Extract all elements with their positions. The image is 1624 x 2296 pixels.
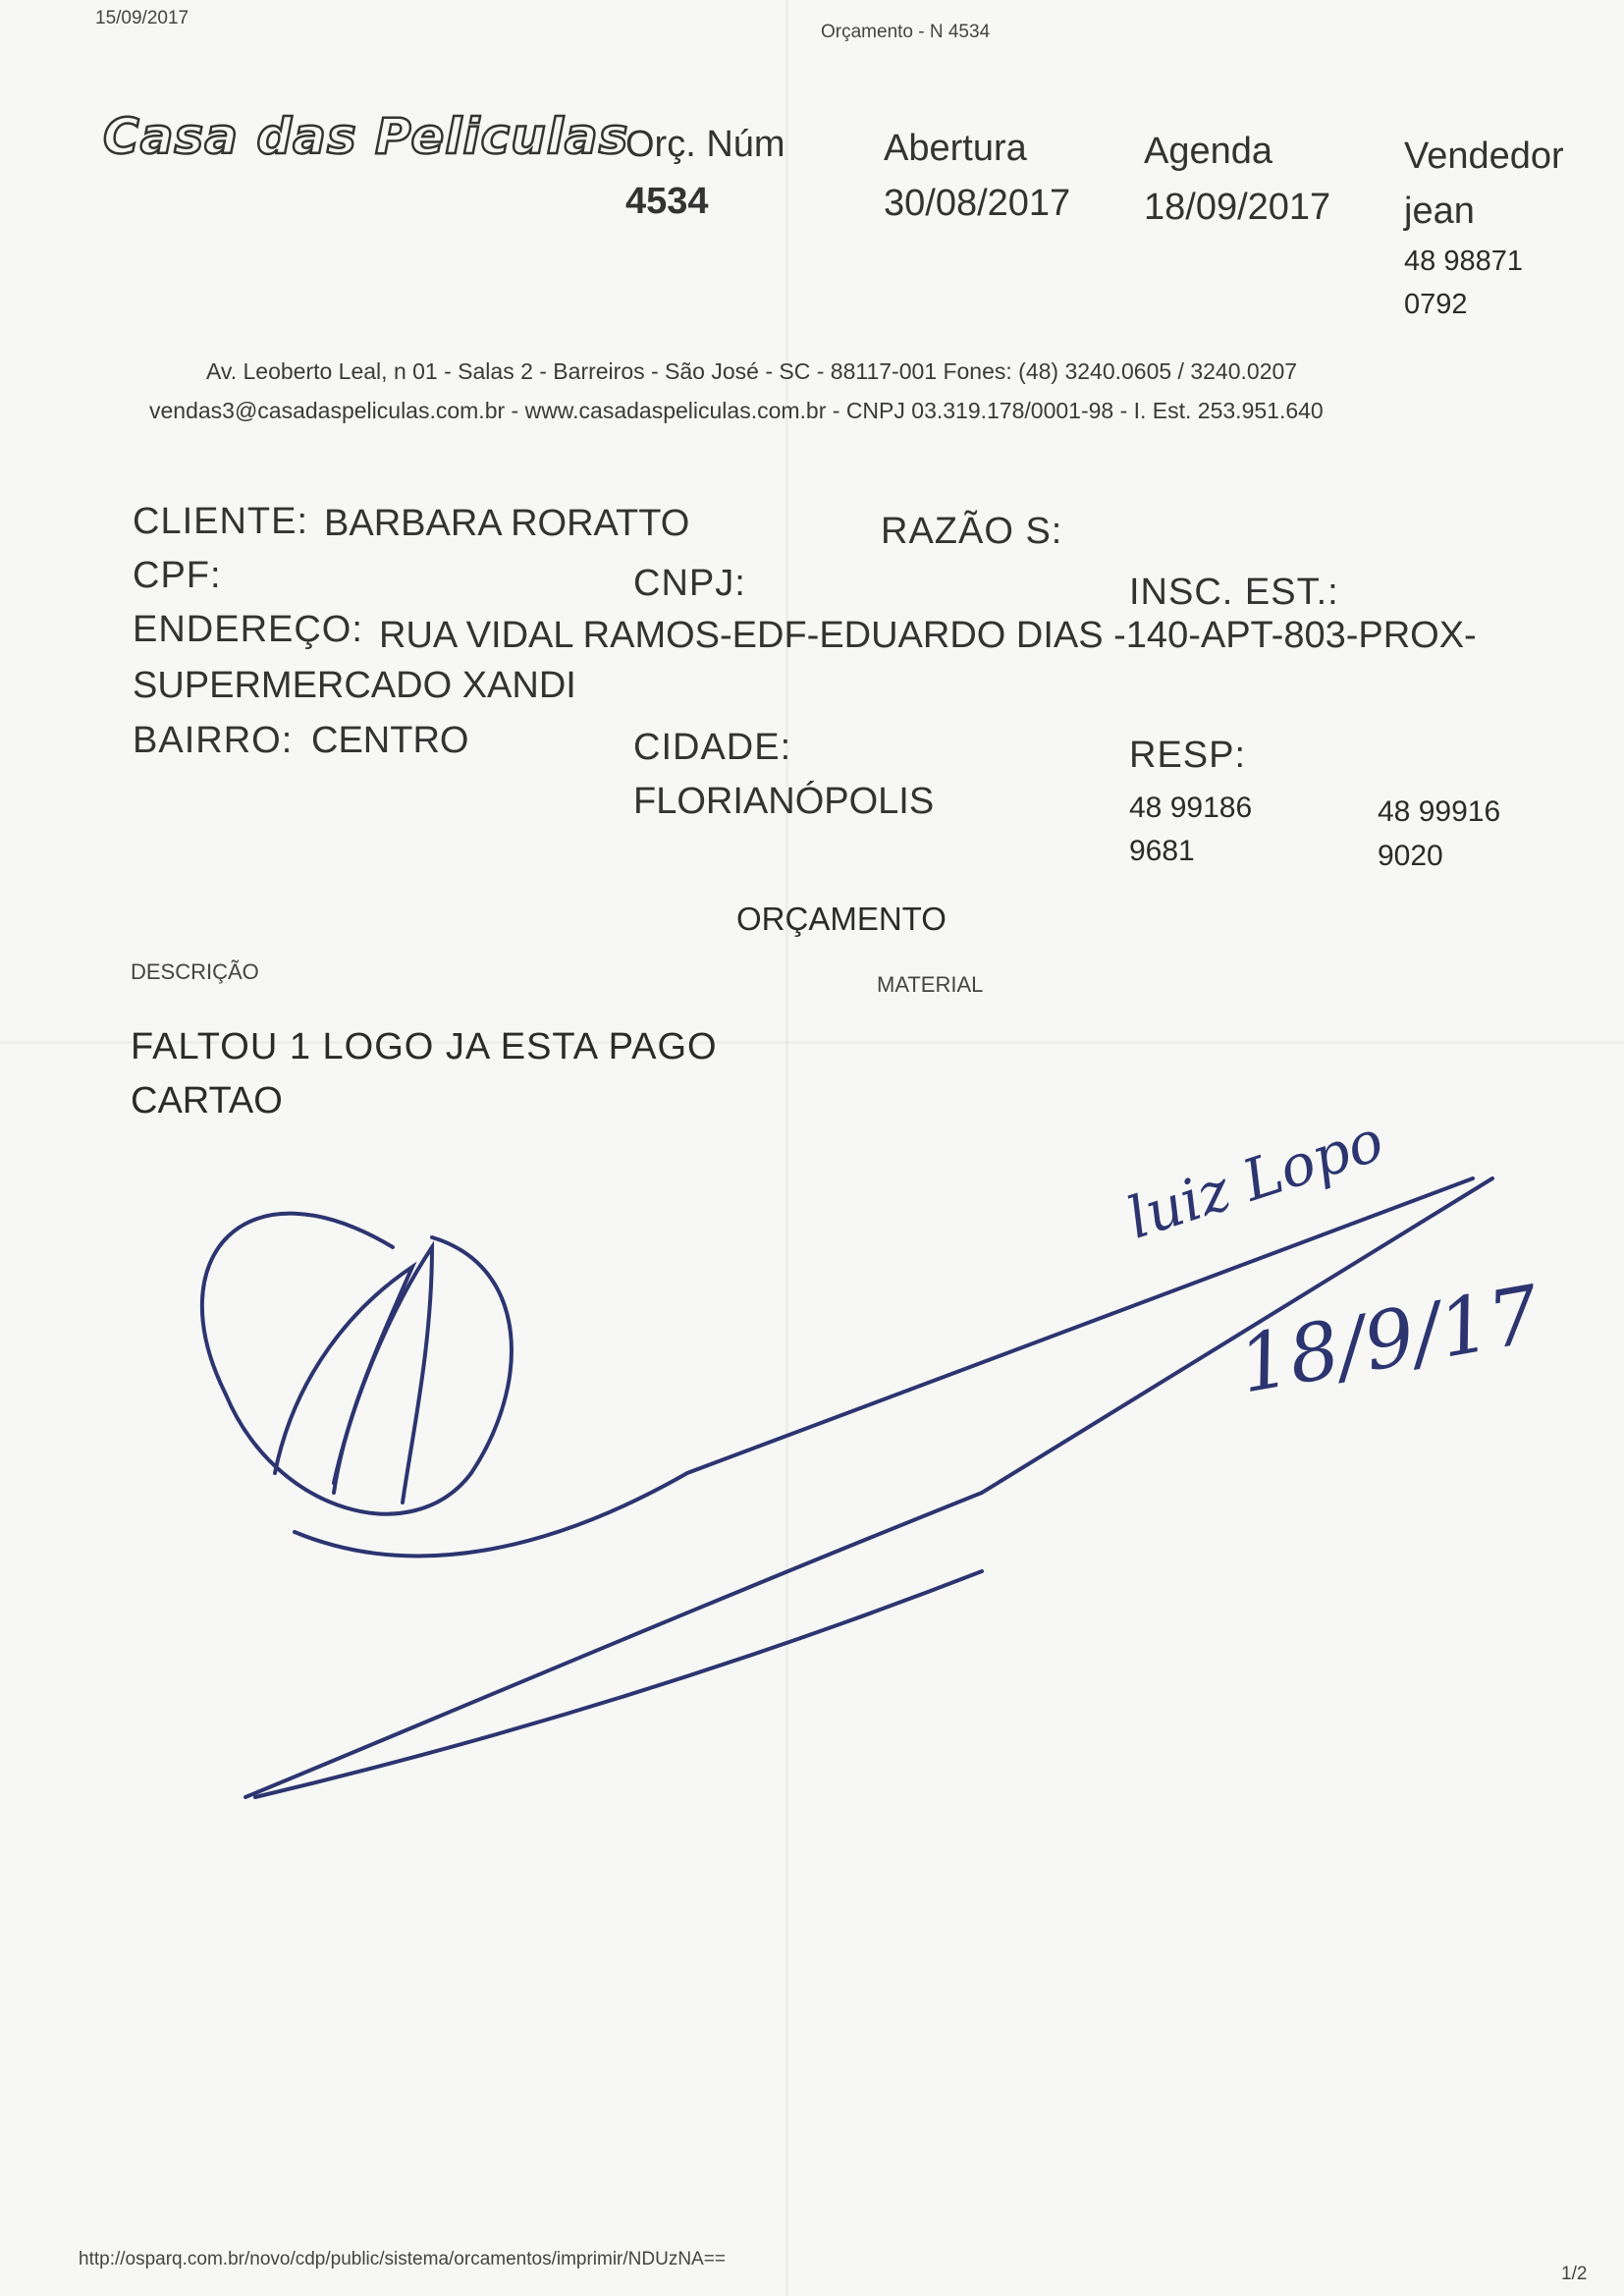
agenda-value: 18/09/2017 [1144,187,1331,228]
bairro-label: BAIRRO: [133,720,294,761]
vendedor-phone-line-1: 48 98871 [1404,246,1523,277]
description-line-2: CARTAO [131,1080,283,1121]
endereco-value-line-2: SUPERMERCADO XANDI [133,665,576,706]
material-label: MATERIAL [877,972,984,997]
agenda-label: Agenda [1144,131,1273,172]
print-title: Orçamento - N 4534 [821,22,991,42]
resp-label: RESP: [1129,735,1247,776]
cidade-label: CIDADE: [633,727,792,768]
abertura-label: Abertura [884,128,1027,169]
insc-est-label: INSC. EST.: [1129,572,1339,613]
orc-num-label: Orç. Núm [625,124,785,165]
vendedor-phone-line-2: 0792 [1404,289,1468,320]
company-address-line-2: vendas3@casadaspeliculas.com.br - www.casadaspeliculas.com.br - CNPJ 03.319.178/0001-98 - I. Est. 253.951.640 [149,398,1324,423]
razao-label: RAZÃO S: [881,511,1063,552]
company-address-line-1: Av. Leoberto Leal, n 01 - Salas 2 - Barreiros - São José - SC - 88117-001 Fones: (48) 3240.0605 / 3240.0207 [206,358,1298,384]
endereco-label: ENDEREÇO: [133,609,363,650]
cpf-label: CPF: [133,555,222,596]
cliente-value: BARBARA RORATTO [324,503,690,544]
company-logo: Casa das Peliculas [103,108,629,165]
page-number: 1/2 [1561,2264,1588,2284]
cidade-value: FLORIANÓPOLIS [633,781,935,822]
footer-url: http://osparq.com.br/novo/cdp/public/sistema/orcamentos/imprimir/NDUzNA== [79,2249,726,2269]
bairro-value: CENTRO [311,720,469,761]
print-date: 15/09/2017 [95,8,189,28]
handwritten-date: 18/9/17 [1232,1268,1546,1411]
endereco-value-line-1: RUA VIDAL RAMOS-EDF-EDUARDO DIAS -140-APT-803-PROX- [379,615,1477,656]
description-line-1: FALTOU 1 LOGO JA ESTA PAGO [131,1026,718,1067]
abertura-value: 30/08/2017 [884,183,1071,224]
descricao-label: DESCRIÇÃO [131,959,259,984]
resp-phone-a-line-2: 9681 [1129,835,1195,867]
budget-section-title: ORÇAMENTO [736,901,947,937]
resp-phone-a-line-1: 48 99186 [1129,792,1253,824]
vendedor-label: Vendedor [1404,136,1564,177]
cliente-label: CLIENTE: [133,501,309,542]
orc-num-value: 4534 [625,181,709,222]
cnpj-label: CNPJ: [633,563,746,604]
resp-phone-b-line-2: 9020 [1378,840,1443,872]
vendedor-value: jean [1404,191,1475,232]
handwritten-name: luiz Lopo [1119,1106,1391,1252]
resp-phone-b-line-1: 48 99916 [1378,795,1501,828]
